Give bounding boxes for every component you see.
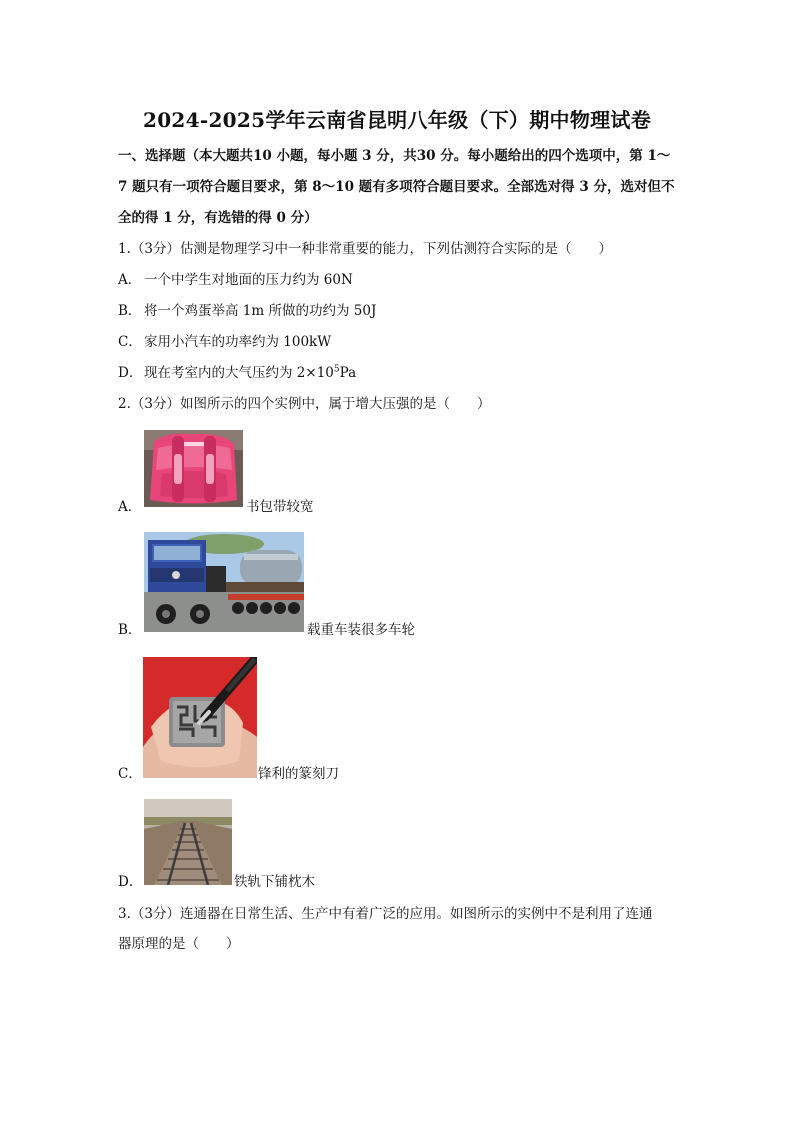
section-header-line-2: 7 题只有一项符合题目要求，第 8～10 题有多项符合题目要求。全部选对得 3 分，选对但不 <box>118 179 675 195</box>
question-1-option-a <box>118 270 353 290</box>
option-text: 家用小汽车的功率约为 100kW <box>144 334 332 350</box>
railway-track-image <box>144 799 232 885</box>
question-1-option-b <box>118 301 376 321</box>
question-1-stem: 1.（3分）估测是物理学习中一种非常重要的能力，下列估测符合实际的是（ ） <box>118 241 612 257</box>
option-unit: Pa <box>339 365 357 381</box>
question-2-option-b-caption: 载重车装很多车轮 <box>307 622 415 638</box>
option-text: 一个中学生对地面的压力约为 60N <box>144 272 353 288</box>
section-header-line-3: 全的得 1 分，有选错的得 0 分） <box>118 210 318 226</box>
question-2-option-d-caption: 铁轨下铺枕木 <box>234 874 315 890</box>
heavy-truck-image <box>144 532 304 632</box>
option-letter: C． <box>118 334 142 350</box>
option-letter: D． <box>118 365 143 381</box>
question-1-option-d <box>118 363 356 383</box>
option-text: 将一个鸡蛋举高 1m 所做的功约为 50J <box>144 303 377 319</box>
question-2-option-c-caption: 锋利的篆刻刀 <box>258 766 339 782</box>
question-3-stem-line-1: 3.（3分）连通器在日常生活、生产中有着广泛的应用。如图所示的实例中不是利用了连通 <box>118 906 653 922</box>
question-1-option-c <box>118 332 331 352</box>
exponent: 5 <box>333 364 340 375</box>
question-2-option-b-letter: B． <box>118 622 142 638</box>
seal-carving-knife-image <box>143 657 257 778</box>
question-2-option-a-caption: 书包带较宽 <box>246 499 314 515</box>
backpack-image <box>144 430 243 507</box>
option-letter: A． <box>118 272 142 288</box>
question-2-option-d-letter: D． <box>118 874 143 890</box>
option-letter: B． <box>118 303 142 319</box>
question-2-option-c-letter: C． <box>118 766 142 782</box>
question-2-option-a-letter: A． <box>118 499 142 515</box>
question-2-stem: 2.（3分）如图所示的四个实例中，属于增大压强的是（ ） <box>118 396 491 412</box>
question-3-stem-line-2: 器原理的是（ ） <box>118 936 240 952</box>
section-header-line-1: 一、选择题（本大题共10 小题，每小题 3 分，共30 分。每小题给出的四个选项中，第 1～ <box>118 148 671 164</box>
exam-title: 2024-2025学年云南省昆明八年级（下）期中物理试卷 <box>142 108 652 132</box>
option-text: 现在考室内的大气压约为 2×10 <box>144 365 334 381</box>
